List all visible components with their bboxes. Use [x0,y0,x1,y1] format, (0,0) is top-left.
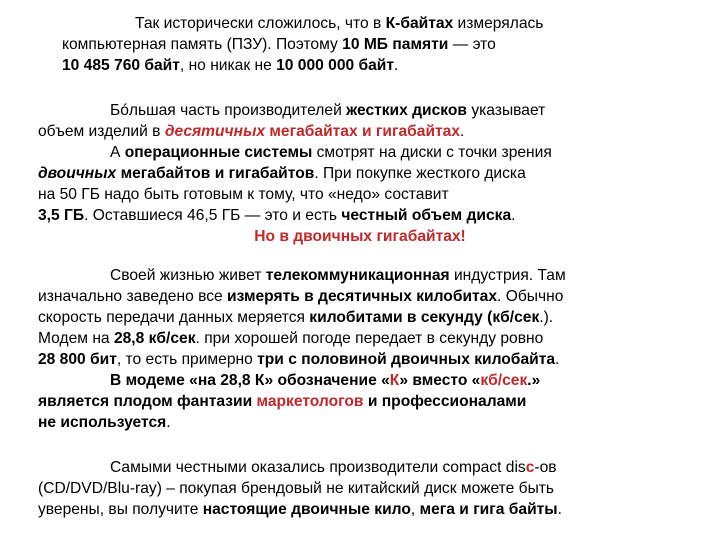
paragraph-hard-disks [0,100,720,247]
text-line [0,100,720,121]
text-run-bold: » вместо « [399,372,481,389]
text-run-bold: К-байтах [385,15,454,32]
text-run: , но никак не [179,57,277,74]
text-run-bold: измерять в десятичных килобитах [227,288,498,305]
text-run: -ов [534,459,557,476]
text-line [0,349,720,370]
text-run: .). [539,309,554,326]
text-run: указывает [467,102,546,119]
text-line [0,265,720,286]
text-run: на 50 ГБ надо быть готовым к тому, что «недо» составит [38,186,449,203]
text-run-bold: три с половиной двоичных килобайта [257,351,556,368]
text-run-highlight: кб/сек [480,372,528,389]
text-line [0,412,720,433]
text-run: . Обычно [497,288,564,305]
text-run: компьютерная память (ПЗУ). Поэтому [62,36,343,53]
text-run-bold: 28 800 бит [38,351,117,368]
text-run-bold: 10 485 760 байт [62,57,180,74]
text-line [0,286,720,307]
text-run: . [511,207,516,224]
text-run-bold: честный объем диска [341,207,512,224]
text-run: скорость передачи данных меряется [38,309,310,326]
text-run: Своей жизнью живет [110,267,266,284]
text-line [0,55,720,76]
text-run: индустрия. Там [449,267,566,284]
paragraph-compact-discs [0,457,720,520]
text-run: . [557,501,562,518]
paragraph-memory [0,13,720,76]
text-run-bold: мегабайтов и гигабайтов [116,165,315,182]
text-run: уверены, вы получите [38,501,203,518]
text-line [0,307,720,328]
text-run: изначально заведено все [38,288,227,305]
text-run-bold: 3,5 ГБ [38,207,85,224]
text-run-bold: жестких дисков [346,102,468,119]
text-run-highlight: c [525,459,535,476]
text-run: А [110,144,125,161]
text-run: . Оставшиеся 46,5 ГБ — это и есть [84,207,342,224]
text-line [0,13,720,34]
text-run-bold: телекоммуникационная [265,267,450,284]
text-run-highlight: Но в двоичных гигабайтах! [254,228,466,245]
text-run-bold: двоичных [38,165,117,182]
text-run: . при хорошей погоде передает в секунду ровно [195,330,544,347]
text-run-bold: 10 000 000 байт [276,57,395,74]
text-run: . [555,351,560,368]
text-run: . [166,414,171,431]
text-run: смотрят на диски с точки зрения [312,144,552,161]
text-run: — это [448,36,496,53]
text-run-bold: 28,8 кб/сек [113,330,196,347]
text-run: . [394,57,399,74]
text-line [0,328,720,349]
text-line [0,34,720,55]
text-line [0,499,720,520]
text-line-emphasis [0,226,720,247]
text-line [0,370,720,391]
text-line [0,391,720,412]
text-run: измерялась [453,15,544,32]
text-run-bold: 10 МБ памяти [342,36,449,53]
text-run-bold: В модеме «на 28,8 К» обозначение « [110,372,390,389]
text-run-bold: настоящие двоичные кило [202,501,411,518]
paragraph-telecom [0,265,720,433]
text-line [0,205,720,226]
text-line [0,142,720,163]
text-run-bold: не используется [38,414,167,431]
text-run-bold: .» [527,372,541,389]
text-line [0,184,720,205]
text-run: (CD/DVD/Blu-ray) – покупая брендовый не китайский диск можете быть [38,480,555,497]
text-run: объем изделий в [38,123,165,140]
text-line [0,121,720,142]
text-run: , то есть примерно [116,351,258,368]
text-run-bold: является плодом фантазии [38,393,257,410]
text-run: . При покупке жесткого диска [314,165,526,182]
text-run: Модем на [38,330,114,347]
text-run: Самыми честными оказались производители compact dis [110,459,526,476]
text-run: . [460,123,465,140]
text-run-bold: мега и гига байты [419,501,558,518]
text-run: Бóльшая часть производителей [110,102,347,119]
text-line [0,163,720,184]
text-run-highlight: мегабайтах и гигабайтах [265,123,461,140]
text-run-bold: операционные системы [124,144,313,161]
text-run-bold: и профессионалами [363,393,527,410]
text-run-highlight: маркетологов [256,393,364,410]
text-run-bold: килобитами в секунду (кб/сек [309,309,540,326]
text-line [0,457,720,478]
text-run-highlight: десятичных [164,123,266,140]
text-run: , [410,501,420,518]
text-line [0,478,720,499]
text-run: Так исторически сложилось, что в [135,15,386,32]
text-run-highlight: К [389,372,400,389]
